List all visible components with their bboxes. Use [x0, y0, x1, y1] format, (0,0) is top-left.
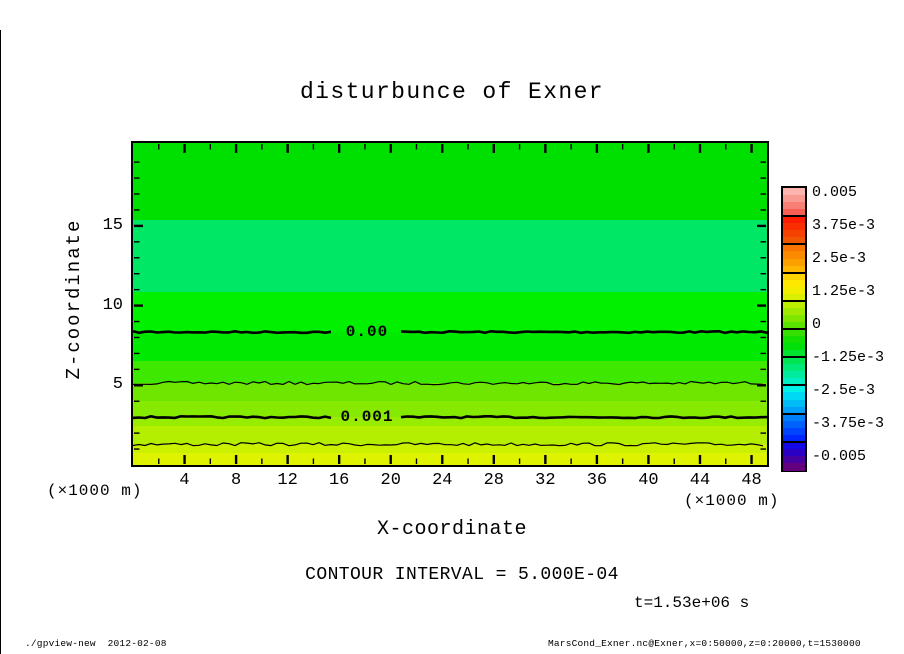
y-tick-label: 10 — [102, 295, 123, 315]
x-tick-label: 20 — [380, 471, 401, 490]
colorbar-segment — [783, 463, 805, 471]
footer-command-text: ./gpview-new 2012-02-08 — [25, 638, 167, 649]
contour-line — [133, 382, 763, 385]
colorbar-label: -2.5e-3 — [812, 382, 876, 399]
x-tick-label: 48 — [741, 471, 762, 490]
contour-line — [133, 416, 331, 418]
contour-line — [401, 416, 767, 418]
contour-line — [133, 331, 331, 333]
contour-label: 0.001 — [340, 408, 394, 427]
y-axis-label: Z-coordinate — [63, 218, 85, 380]
colorbar-label: 0 — [812, 316, 822, 333]
x-tick-label: 36 — [586, 471, 608, 490]
chart-title: disturbunce of Exner — [299, 79, 605, 105]
colorbar-divider — [783, 413, 805, 415]
footer-source-text: MarsCond_Exner.nc@Exner,x=0:50000,z=0:20000,t=1530000 — [548, 638, 861, 649]
x-unit-label-right: (×1000 m) — [684, 492, 780, 510]
colorbar-label: 2.5e-3 — [812, 250, 867, 267]
contour-interval-note: CONTOUR INTERVAL = 5.000E-04 — [305, 565, 619, 585]
colorbar-divider — [783, 300, 805, 302]
x-tick-label: 8 — [230, 471, 242, 490]
contour-line — [401, 331, 767, 333]
colorbar-label: 1.25e-3 — [812, 283, 876, 300]
colorbar-divider — [783, 272, 805, 274]
x-tick-label: 40 — [638, 471, 659, 490]
x-tick-label: 16 — [328, 471, 350, 490]
contour-line — [133, 443, 763, 446]
x-axis-label: X-coordinate — [376, 518, 528, 541]
plot-area — [131, 141, 769, 467]
y-tick-label: 15 — [102, 215, 123, 235]
x-tick-label: 4 — [179, 471, 190, 490]
x-tick-label: 32 — [535, 471, 556, 490]
y-tick-label: 5 — [112, 375, 123, 395]
x-tick-label: 24 — [432, 471, 453, 490]
colorbar-divider — [783, 243, 805, 245]
time-annotation: t=1.53e+06 s — [634, 594, 750, 612]
window-edge-line — [0, 30, 1, 654]
x-tick-label: 28 — [483, 471, 505, 490]
x-tick-label: 44 — [689, 471, 711, 490]
colorbar-divider — [783, 356, 805, 358]
colorbar-label: -0.005 — [812, 448, 867, 465]
colorbar-label: -1.25e-3 — [812, 349, 885, 366]
colorbar-divider — [783, 215, 805, 217]
contour-and-ticks-layer — [133, 143, 767, 465]
colorbar-divider — [783, 328, 805, 330]
contour-label: 0.00 — [345, 323, 389, 342]
colorbar-label: 3.75e-3 — [812, 217, 876, 234]
colorbar-label: 0.005 — [812, 184, 858, 201]
x-tick-label: 12 — [277, 471, 298, 490]
x-unit-label-left: (×1000 m) — [47, 482, 143, 500]
colorbar-divider — [783, 384, 805, 386]
colorbar — [781, 186, 807, 472]
colorbar-divider — [783, 441, 805, 443]
colorbar-label: -3.75e-3 — [812, 415, 885, 432]
